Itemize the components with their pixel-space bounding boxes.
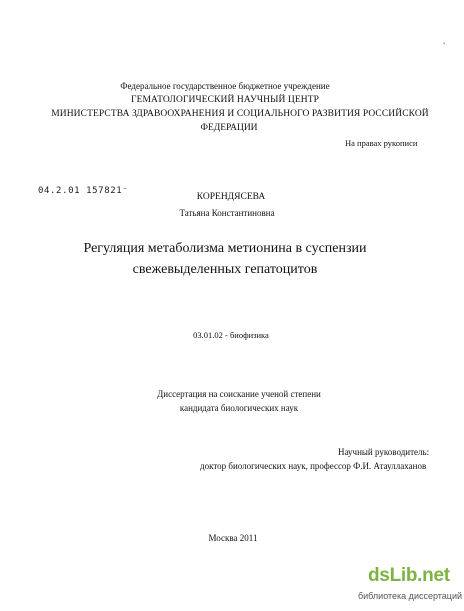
author-surname: КОРЕНДЯСЕВА [196, 192, 266, 202]
corner-mark: • [443, 40, 446, 48]
institution-line-1: Федеральное государственное бюджетное учреждение [120, 81, 330, 91]
specialty: 03.01.02 - биофизика [193, 330, 269, 340]
watermark-logo-suffix: .net [417, 565, 450, 586]
author-name: Татьяна Константиновна [179, 208, 275, 218]
dissertation-line-2: кандидата биологических наук [179, 403, 299, 413]
archive-stamp-number: 04.2.01 157821⁻ [38, 186, 129, 196]
institution-line-3: МИНИСТЕРСТВА ЗДРАВООХРАНЕНИЯ И СОЦИАЛЬНОГО РАЗВИТИЯ РОССИЙСКОЙ [51, 109, 429, 119]
supervisor-value: доктор биологических наук, профессор Ф.И. Атауллаханов [200, 461, 427, 471]
watermark-logo[interactable] [358, 565, 463, 611]
place-year: Москва 2011 [208, 533, 258, 543]
dissertation-line-1: Диссертация на соискание ученой степени [157, 389, 321, 399]
supervisor-label: Научный руководитель: [338, 447, 430, 457]
institution-line-4: ФЕДЕРАЦИИ [200, 123, 258, 133]
watermark-logo-text [368, 565, 450, 587]
watermark-logo-main: dsLib [368, 565, 418, 586]
institution-line-2: ГЕМАТОЛОГИЧЕСКИЙ НАУЧНЫЙ ЦЕНТР [130, 95, 319, 105]
rights-note: На правах рукописи [345, 138, 418, 148]
title-line-2: свежевыделенных гепатоцитов [132, 262, 318, 277]
title-line-1: Регуляция метаболизма метионина в суспензии [83, 241, 367, 256]
watermark-subtitle: библиотека диссертаций [358, 591, 463, 601]
